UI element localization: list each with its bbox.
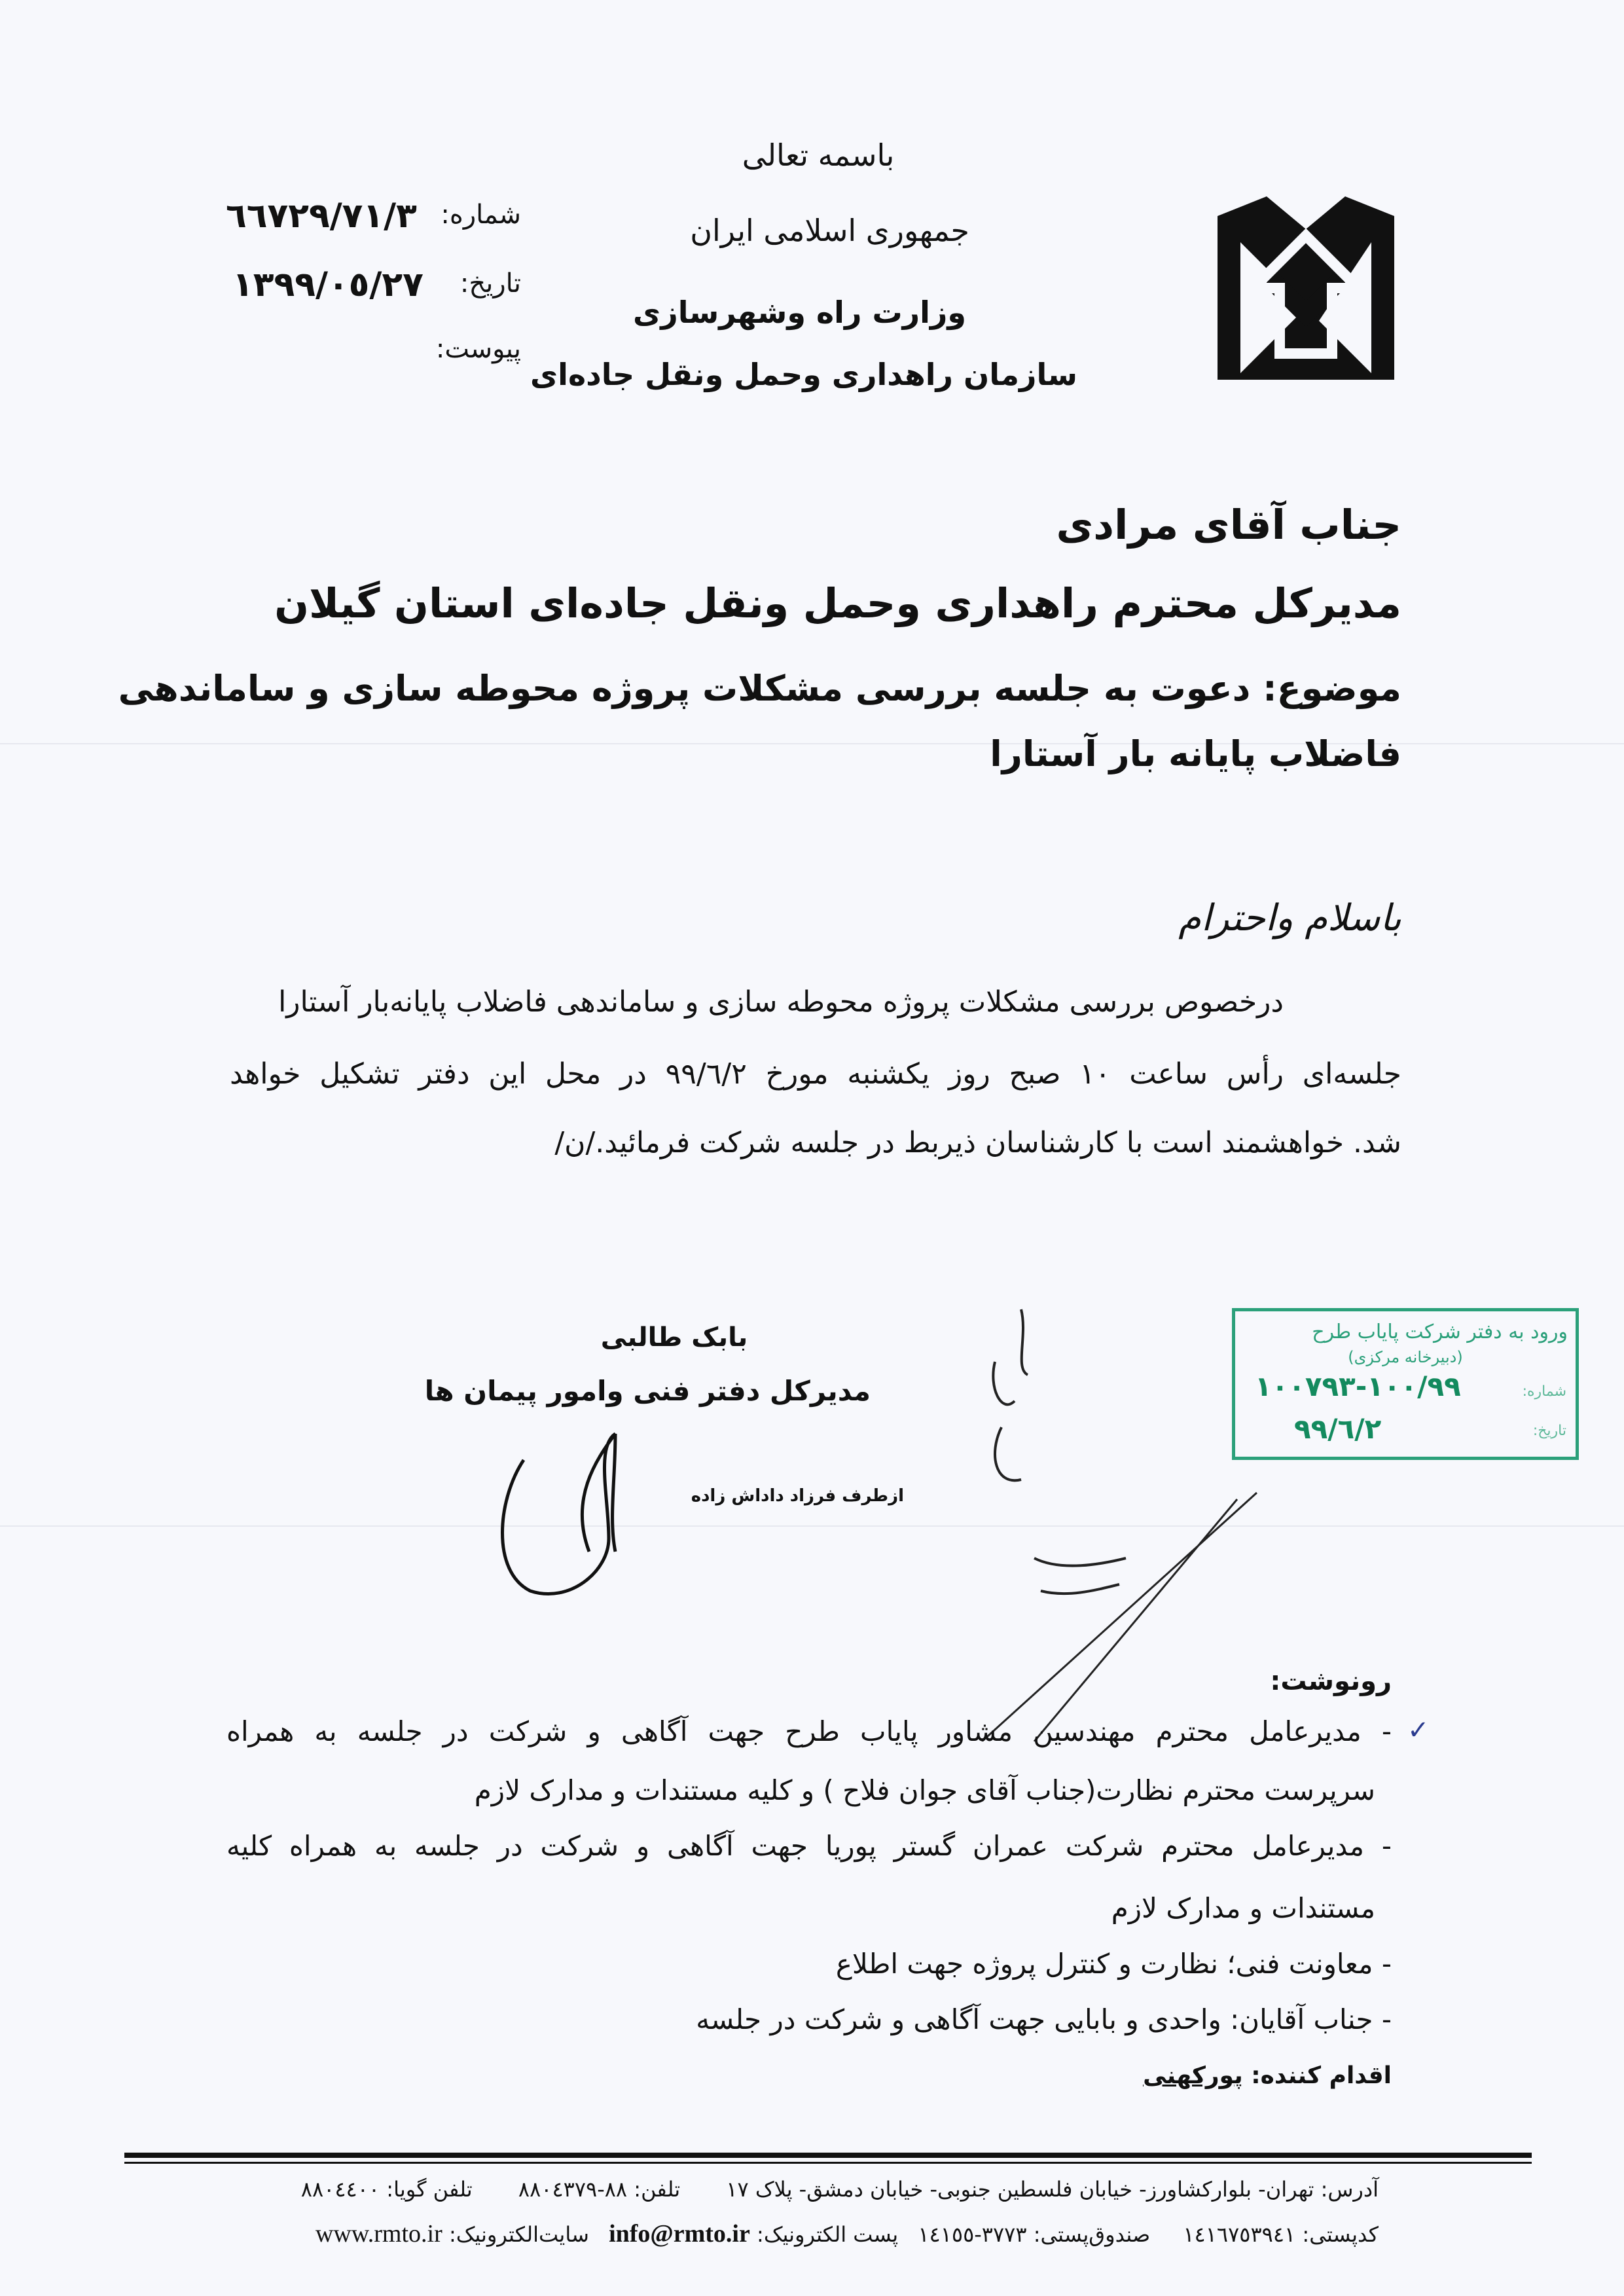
invocation: باسمه تعالی [742,137,895,173]
subject-line: فاضلاب پایانه بار آستارا [990,733,1401,774]
check-mark-icon: ✓ [1407,1715,1430,1745]
body-line: جلسه‌ای رأس ساعت ١٠ صبح روز یکشنبه مورخ ٩٩/٦/٢ در محل این دفتر تشکیل خواهد [230,1057,1401,1091]
cc-line: سرپرست محترم نظارت(جناب آقای جوان فلاح ) و کلیه مستندات و مدارک لازم [474,1774,1375,1806]
footer-voice-phone: تلفن گویا: ٨٨٠٤٤٠٠ [300,2177,473,2202]
footer-po-box: صندوق‌پستی: ٣٧٧٣-١٤١٥٥ [918,2222,1151,2247]
received-stamp [1232,1308,1579,1460]
footer-website-label: سایت‌الکترونیک: [448,2222,589,2247]
signature-scribble [484,1421,681,1617]
date-label: تاریخ: [460,268,521,299]
stamp-number-label: شماره: [1522,1383,1566,1400]
stamp-number: ١٠٠/٩٩-١٠٠٧٩٣ [1255,1370,1461,1402]
footer-address: آدرس: تهران- بلوارکشاورز- خیابان فلسطین جنوبی- خیابان دمشق- پلاک ١٧ [726,2177,1379,2202]
cc-line: - جناب آقایان: واحدی و بابایی جهت آگاهی و شرکت در جلسه [696,2003,1392,2035]
handwritten-annotation [929,1283,1270,1741]
stamp-subtitle: (دبیرخانه مرکزی) [1348,1348,1463,1366]
stamp-date: ٩٩/٦/٢ [1294,1413,1382,1445]
on-behalf-note: ازطرف فرزاد داداش زاده [691,1486,904,1506]
organization-name: سازمان راهداری وحمل ونقل جاده‌ای [530,357,1077,392]
stamp-title: ورود به دفتر شرکت پایاب طرح [1312,1321,1568,1343]
attachment-label: پیوست: [435,334,521,364]
action-by [1143,2062,1392,2089]
footer-rule [124,2153,1532,2158]
ministry-name: وزارت راه وشهرسازی [633,295,966,330]
footer-email[interactable]: info@rmto.ir [609,2220,750,2248]
country-name: جمهوری اسلامی ایران [690,213,969,248]
recipient-title: مدیرکل محترم راهداری وحمل ونقل جاده‌ای استان گیلان [274,579,1401,627]
footer-email-label: پست الکترونیک: [757,2222,899,2247]
footer-phone: تلفن: ٨٨-٨٨٠٤٣٧٩ [518,2177,681,2202]
greeting: باسلام واحترام [1178,897,1401,939]
footer-address-line [301,2177,1379,2202]
paper-fold [0,1525,1624,1527]
number-label: شماره: [441,200,521,230]
footer-contact-line [316,2219,1379,2248]
signer-name: بابک طالبی [600,1322,748,1353]
cc-line: - معاونت فنی؛ نظارت و کنترل پروژه جهت اطلاع [835,1948,1392,1980]
letter-date: ١٣٩٩/٠٥/٢٧ [232,265,424,304]
signer-title: مدیرکل دفتر فنی وامور پیمان ها [424,1375,871,1407]
cc-line: - مدیرعامل محترم مهندسین مشاور پایاب طرح جهت آگاهی و شرکت در جلسه به همراه [226,1715,1392,1747]
action-person: پورکهنی [1143,2062,1243,2089]
body-line: شد. خواهشمند است با کارشناسان ذیربط در جلسه شرکت فرمائید./ن/ [554,1126,1401,1159]
recipient-name: جناب آقای مرادی [1056,501,1401,549]
body-line: درخصوص بررسی مشکلات پروژه محوطه سازی و ساماندهی فاضلاب پایانه‌بار آستارا [278,985,1284,1019]
letter-number: ٦٦٧٢٩/٧١/٣ [226,196,417,236]
subject-line: موضوع: دعوت به جلسه بررسی مشکلات پروژه محوطه سازی و ساماندهی [118,668,1401,709]
stamp-date-label: تاریخ: [1532,1423,1566,1439]
action-label: اقدام کننده: [1251,2062,1392,2089]
cc-line: - مدیرعامل محترم شرکت عمران گستر پوریا جهت آگاهی و شرکت در جلسه به همراه کلیه [226,1830,1392,1862]
cc-label: رونوشت: [1270,1666,1392,1696]
rmto-logo-icon [1204,190,1407,393]
footer-rule [124,2162,1532,2164]
cc-line: مستندات و مدارک لازم [1111,1892,1375,1924]
footer-website[interactable]: www.rmto.ir [315,2220,442,2248]
footer-postal-code: کدپستی: ١٤١٦٧٥٣٩٤١ [1183,2222,1379,2247]
